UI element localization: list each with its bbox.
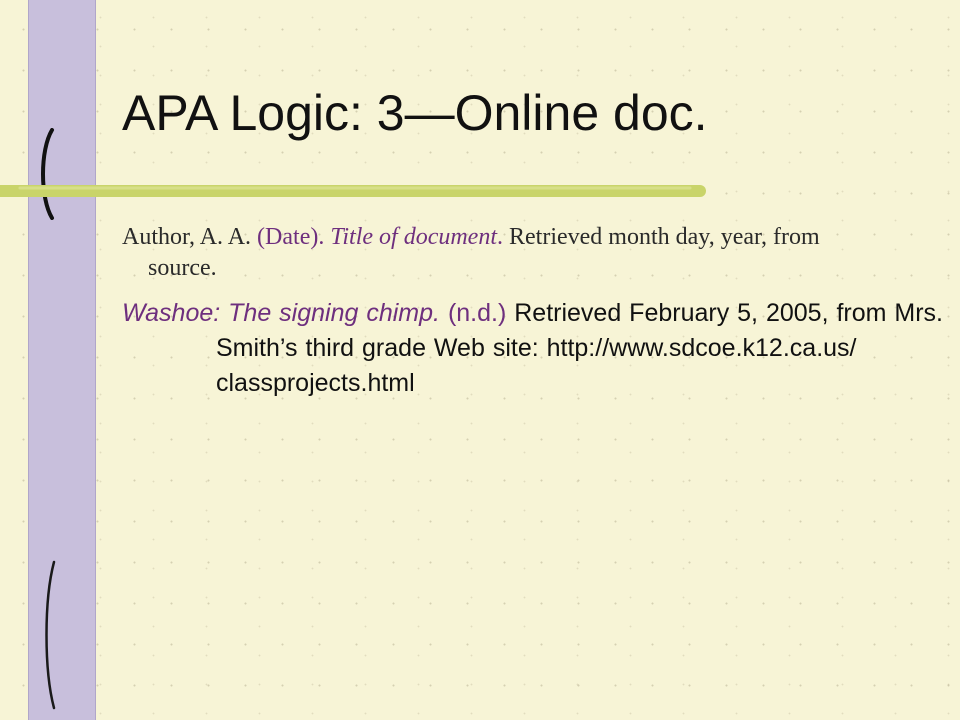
example-retrieval: Retrieved February 5, 2005, from Mrs. Smith’s third grade Web site: http://www.sdcoe.k12.ca.us/ classprojects.html xyxy=(216,299,944,397)
template-author: Author, A. A. xyxy=(122,224,258,250)
example-date: (n.d.) xyxy=(447,299,515,327)
title-underline-rule xyxy=(0,180,720,202)
template-document-title: Title of document xyxy=(330,224,497,250)
bracket-decoration-lower xyxy=(40,560,60,710)
reference-example xyxy=(122,296,948,401)
template-period: . xyxy=(497,224,509,250)
page-title: APA Logic: 3—Online doc. xyxy=(122,85,708,141)
template-retrieval: Retrieved month day, year, from source. xyxy=(148,224,820,281)
reference-template xyxy=(122,222,888,284)
decorative-side-bar xyxy=(28,0,96,720)
bracket-decoration xyxy=(34,128,58,220)
template-date: (Date). xyxy=(257,224,331,250)
example-document-title: Washoe: The signing chimp. xyxy=(122,299,448,327)
